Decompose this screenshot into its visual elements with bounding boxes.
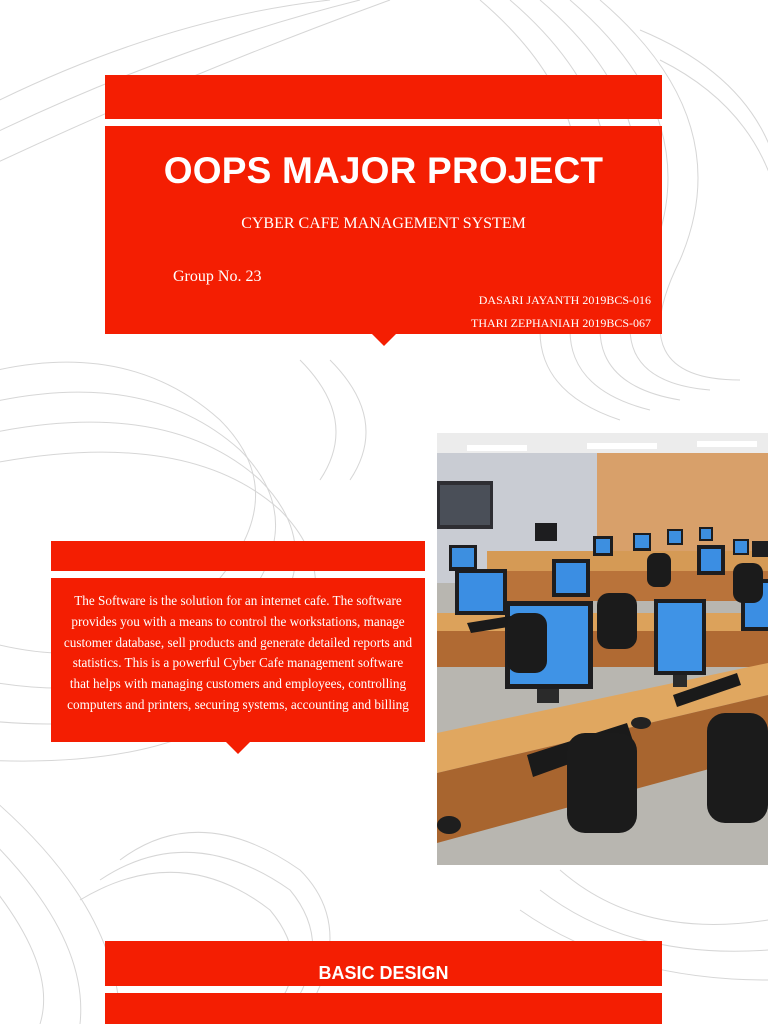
group-number: Group No. 23 xyxy=(173,268,262,285)
header-top-bar xyxy=(105,75,662,119)
description-pointer xyxy=(226,742,250,754)
computer-lab-image xyxy=(437,433,768,865)
basic-design-panel xyxy=(105,993,662,1024)
member-name: THARI ZEPHANIAH 2019BCS-067 xyxy=(471,316,651,330)
member-name: DASARI JAYANTH 2019BCS-016 xyxy=(478,293,651,307)
page-title: OOPS MAJOR PROJECT xyxy=(163,150,604,191)
description-top-bar xyxy=(51,541,425,571)
section-heading: BASIC DESIGN xyxy=(318,963,449,983)
description-text: The Software is the solution for an internet cafe. The software provides you with a means to control the workstations, manage customer database, sell products and generate detailed reports and statistics. This is a powerful Cyber Cafe management software that helps with managing customers and employees, controlling computers and printers, securing systems, accounting and billing xyxy=(63,593,413,712)
header-pointer xyxy=(372,334,396,346)
project-subtitle: CYBER CAFE MANAGEMENT SYSTEM xyxy=(241,215,526,232)
